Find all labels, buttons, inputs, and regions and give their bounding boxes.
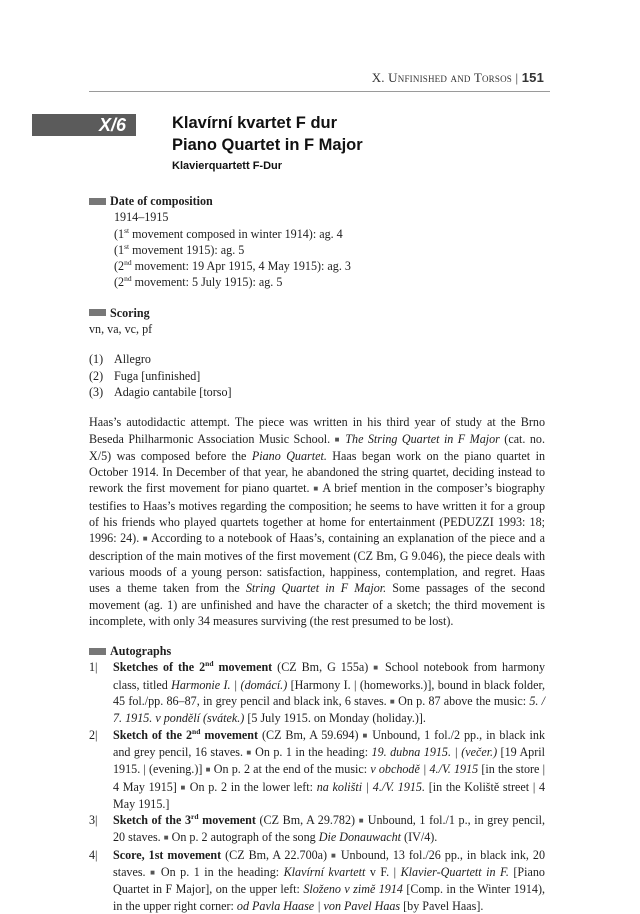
movement-item: (3) Adagio cantabile [torso] <box>89 384 232 399</box>
composition-years: 1914–1915 <box>114 210 169 225</box>
bullet-icon: ■ <box>334 434 341 444</box>
work-title-english: Piano Quartet in F Major <box>172 136 363 154</box>
movement-list <box>89 351 545 400</box>
composition-line: (1st movement 1915): ag. 5 <box>114 241 245 257</box>
running-header <box>372 70 544 86</box>
composition-details <box>89 209 545 290</box>
bullet-icon: ■ <box>358 816 365 826</box>
description-paragraph: Haas’s autodidactic attempt. The piece was written in his third year of study at the Brno Beseda Philharmonic Association Music School. ■ The String Quartet in F Major (cat. no. X/5) was composed before the Piano Quartet. Haas began work on the piano quartet in October 1914. In December of that year, he abandoned the string quartet, deciding instead to rework the first movement for piano quartet. ■ A brief mention in the composer’s biography testifies to Haas’s motives regarding the composition; he seems to have written it for a group of his friends who played quartets together at home for entertainment (PEDUZZI 1993: 18; 1996: 24). ■ According to a notebook of Haas’s, containing an explanation of the piece and a description of the main motives of the first movement (CZ Bm, G 9.046), the piece deals with various moods of a young person: satisfaction, happiness, contemplation, and regret. Haas uses a theme taken from the String Quartet in F Major. Some passages of the second movement (ag. 1) are unfinished and have the character of a sketch; the third movement is incomplete, with only 34 measures surviving (the rest presumed to be lost). <box>89 415 546 628</box>
bullet-icon: ■ <box>142 534 149 544</box>
autograph-item: 2| Sketch of the 2nd movement (CZ Bm, A 59.694) ■ Unbound, 1 fol./2 pp., in black ink and grey pencil, 16 staves. ■ On p. 1 in the heading: 19. dubna 1915. | (večer.) [19 April 1915. | (evening.)] ■ On p. 2 at the end of the music: v obchodě | 4./V. 1915 [in the store | 4 May 1915] ■ On p. 2 in the lower left: na kolišti | 4./V. 1915. [in the Koliště street | 4 May 1915.] <box>89 726 546 811</box>
chapter-title: X. Unfinished and Torsos <box>371 70 512 85</box>
bullet-icon: ■ <box>362 730 369 740</box>
autograph-item: 4| Score, 1st movement (CZ Bm, A 22.700a) ■ Unbound, 13 fol./26 pp., in black ink, 20 staves. ■ On p. 1 in the heading: Klavírní kvartett v F. | Klavier-Quartett in F. [Piano Quartet in F Major], on the upper left: Složeno v zimě 1914 [Comp. in the Winter 1914), in the upper right corner: od Pavla Haase | von Pavel Haas [by Pavel Haas]. <box>89 847 546 913</box>
section-marker-icon <box>89 309 106 316</box>
bullet-icon: ■ <box>331 850 337 860</box>
composition-line: (2nd movement: 5 July 1915): ag. 5 <box>114 274 283 290</box>
autograph-item: 1| Sketches of the 2nd movement (CZ Bm, G 155a) ■ School notebook from harmony class, titled Harmonie I. | (domácí.) [Harmony I. | (homeworks.)], bound in black folder, 45 fol./pp. 86–87, in grey pencil and black ink, 6 staves. ■ On p. 87 above the music: 5. / 7. 1915. v pondělí (svátek.) [5 July 1915. on Monday (holiday.)]. <box>89 659 546 726</box>
bullet-icon: ■ <box>205 765 211 775</box>
work-title-german: Klavierquartett F-Dur <box>172 160 283 172</box>
scoring-heading: Scoring <box>89 305 545 321</box>
bullet-icon: ■ <box>246 747 252 757</box>
bullet-icon: ■ <box>180 782 187 792</box>
section-marker-icon <box>89 198 106 205</box>
work-title-czech: Klavírní kvartet F dur <box>172 114 338 132</box>
autographs-heading: Autographs <box>89 643 545 659</box>
bullet-icon: ■ <box>313 484 320 494</box>
page-number: 151 <box>521 70 544 85</box>
composition-heading: Date of composition <box>89 193 545 209</box>
autograph-item: 3| Sketch of the 3rd movement (CZ Bm, A 29.782) ■ Unbound, 1 fol./1 p., in grey pencil, 20 staves. ■ On p. 2 autograph of the song Die Donauwacht (IV/4). <box>89 812 545 845</box>
scoring-instruments: vn, va, vc, pf <box>89 322 153 337</box>
composition-line: (2nd movement: 19 Apr 1915, 4 May 1915): ag. 3 <box>114 258 351 274</box>
bullet-icon: ■ <box>373 663 381 673</box>
work-number-badge: X/6 <box>32 114 136 136</box>
header-rule <box>89 91 550 92</box>
bullet-icon: ■ <box>163 833 169 843</box>
movement-item: (2) Fuga [unfinished] <box>89 368 201 383</box>
header-separator: | <box>515 70 519 85</box>
composition-line: (1st movement composed in winter 1914): ag. 4 <box>114 225 343 241</box>
movement-item: (1) Allegro <box>89 352 151 367</box>
bullet-icon: ■ <box>389 697 395 707</box>
entry-body <box>89 193 545 914</box>
bullet-icon: ■ <box>150 867 157 877</box>
section-marker-icon <box>89 648 106 655</box>
